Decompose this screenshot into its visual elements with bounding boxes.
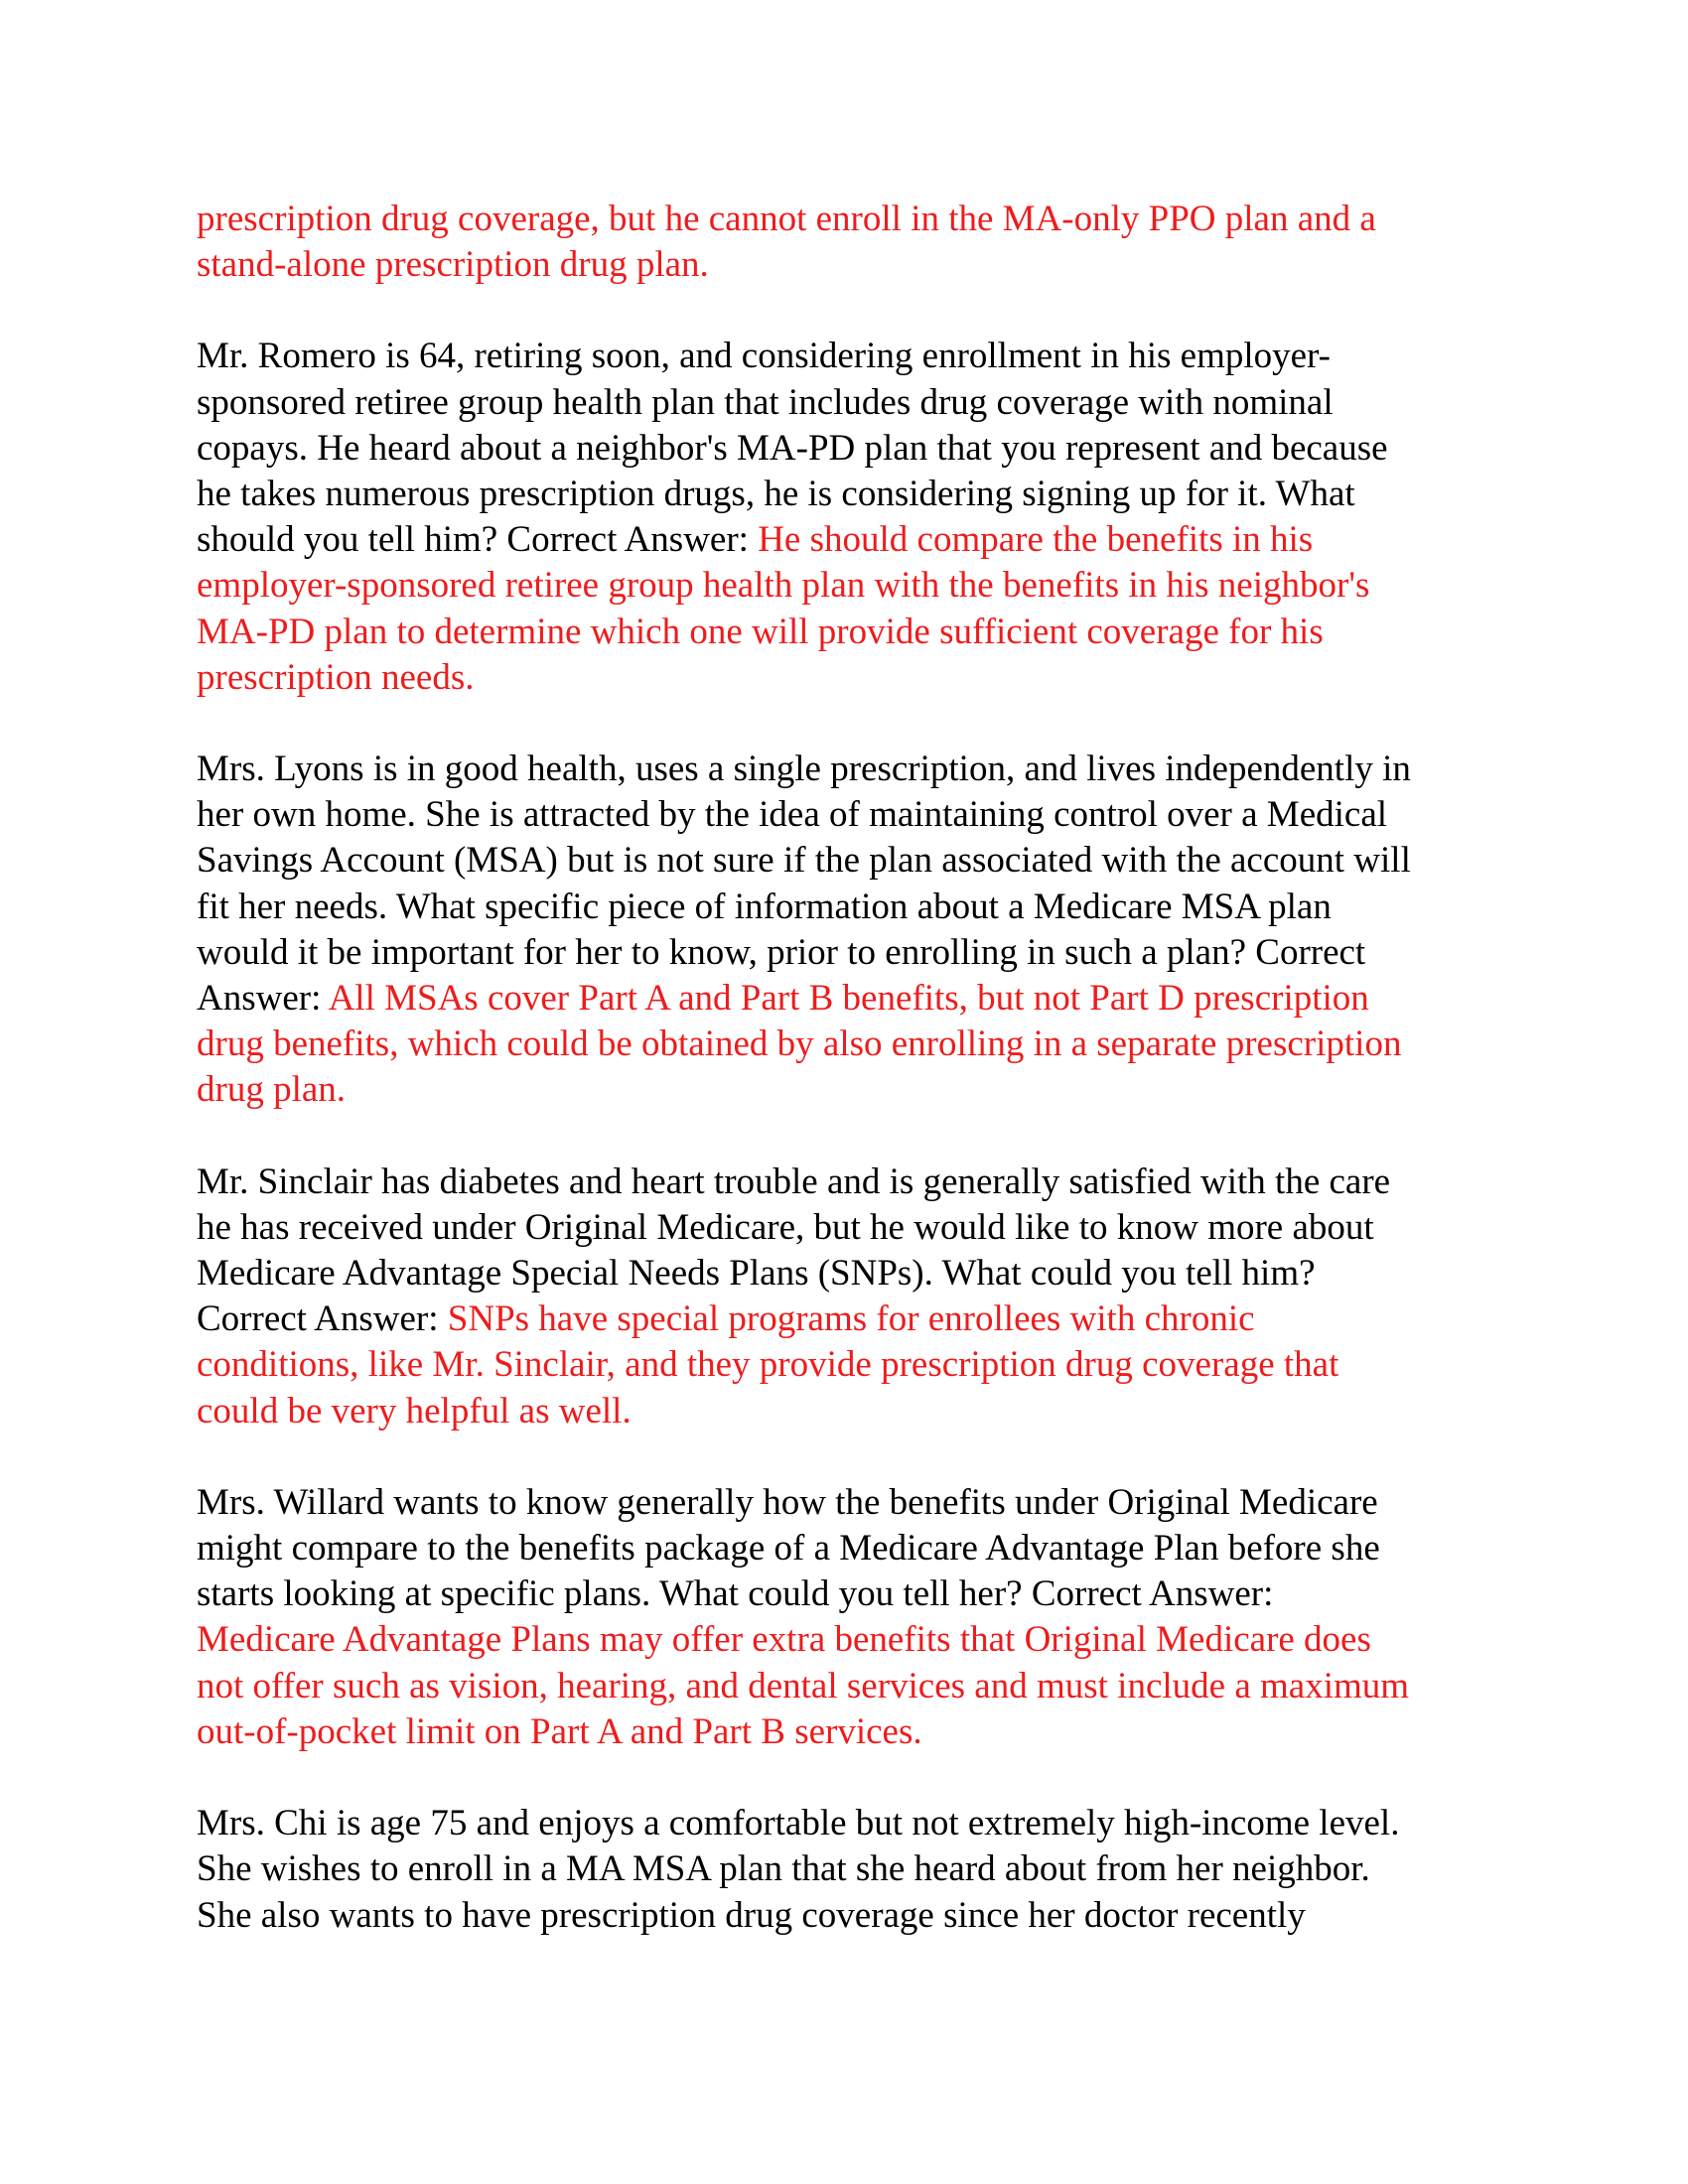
text-line	[197, 563, 1507, 609]
qa-paragraph	[197, 197, 1507, 288]
answer-text: prescription needs.	[197, 656, 475, 698]
question-text: fit her needs. What specific piece of information about a Medicare MSA plan	[197, 886, 1332, 927]
question-text: Correct Answer:	[197, 1298, 448, 1340]
qa-paragraph	[197, 334, 1507, 701]
question-text: would it be important for her to know, prior to enrolling in such a plan? Correct	[197, 931, 1366, 973]
answer-text: MA-PD plan to determine which one will provide sufficient coverage for his	[197, 611, 1324, 652]
qa-paragraph	[197, 1801, 1507, 1939]
answer-text: Medicare Advantage Plans may offer extra benefits that Original Medicare does	[197, 1619, 1371, 1661]
answer-text: conditions, like Mr. Sinclair, and they provide prescription drug coverage that	[197, 1344, 1339, 1386]
document-page	[197, 197, 1507, 1984]
question-text: She also wants to have prescription drug coverage since her doctor recently	[197, 1894, 1306, 1936]
text-line	[197, 1526, 1507, 1571]
text-line	[197, 1342, 1507, 1388]
text-line	[197, 1205, 1507, 1251]
question-text: should you tell him? Correct Answer:	[197, 519, 759, 561]
text-line	[197, 1571, 1507, 1617]
text-line	[197, 334, 1507, 379]
answer-text: stand-alone prescription drug plan.	[197, 244, 709, 286]
text-line	[197, 380, 1507, 426]
text-line	[197, 1160, 1507, 1205]
question-text: Mr. Sinclair has diabetes and heart trouble and is generally satisfied with the care	[197, 1160, 1391, 1202]
text-line	[197, 930, 1507, 976]
question-text: Mrs. Lyons is in good health, uses a single prescription, and lives independently in	[197, 749, 1411, 790]
answer-text: employer-sponsored retiree group health plan with the benefits in his neighbor's	[197, 565, 1370, 607]
text-line	[197, 1022, 1507, 1067]
question-text: Savings Account (MSA) but is not sure if the plan associated with the account will	[197, 840, 1411, 882]
text-line	[197, 517, 1507, 563]
text-line	[197, 1846, 1507, 1892]
text-line	[197, 1297, 1507, 1342]
answer-text: He should compare the benefits in his	[758, 519, 1314, 561]
text-line	[197, 838, 1507, 884]
text-line	[197, 610, 1507, 655]
text-line	[197, 655, 1507, 701]
text-line	[197, 747, 1507, 792]
qa-paragraph	[197, 1480, 1507, 1755]
answer-text: out-of-pocket limit on Part A and Part B services.	[197, 1710, 922, 1752]
answer-text: All MSAs cover Part A and Part B benefits, but not Part D prescription	[328, 978, 1369, 1020]
qa-paragraph	[197, 747, 1507, 1114]
question-text: Mrs. Chi is age 75 and enjoys a comfortable but not extremely high-income level.	[197, 1803, 1400, 1844]
question-text: Mrs. Willard wants to know generally how the benefits under Original Medicare	[197, 1481, 1378, 1523]
text-line	[197, 1893, 1507, 1939]
question-text: starts looking at specific plans. What could you tell her? Correct Answer:	[197, 1573, 1274, 1615]
text-line	[197, 197, 1507, 242]
question-text: sponsored retiree group health plan that includes drug coverage with nominal	[197, 381, 1334, 423]
text-line	[197, 426, 1507, 472]
text-line	[197, 1067, 1507, 1113]
question-text: copays. He heard about a neighbor's MA-PD plan that you represent and because	[197, 427, 1388, 469]
question-text: he has received under Original Medicare, but he would like to know more about	[197, 1206, 1374, 1248]
text-line	[197, 472, 1507, 517]
answer-text: could be very helpful as well.	[197, 1390, 632, 1432]
text-line	[197, 885, 1507, 930]
question-text: her own home. She is attracted by the idea of maintaining control over a Medical	[197, 794, 1388, 836]
answer-text: drug benefits, which could be obtained by also enrolling in a separate prescription	[197, 1024, 1402, 1065]
question-text: Answer:	[197, 978, 329, 1020]
question-text: might compare to the benefits package of a Medicare Advantage Plan before she	[197, 1528, 1380, 1570]
text-line	[197, 1251, 1507, 1297]
text-line	[197, 976, 1507, 1022]
text-line	[197, 1389, 1507, 1434]
text-line	[197, 1801, 1507, 1846]
text-line	[197, 242, 1507, 288]
text-line	[197, 792, 1507, 838]
answer-text: not offer such as vision, hearing, and dental services and must include a maximum	[197, 1665, 1410, 1706]
question-text: Medicare Advantage Special Needs Plans (SNPs). What could you tell him?	[197, 1253, 1316, 1295]
text-line	[197, 1617, 1507, 1663]
text-line	[197, 1480, 1507, 1526]
text-line	[197, 1664, 1507, 1709]
question-text: Mr. Romero is 64, retiring soon, and considering enrollment in his employer-	[197, 336, 1331, 377]
question-text: She wishes to enroll in a MA MSA plan that she heard about from her neighbor.	[197, 1848, 1370, 1890]
text-line	[197, 1709, 1507, 1755]
question-text: he takes numerous prescription drugs, he is considering signing up for it. What	[197, 474, 1355, 515]
answer-text: SNPs have special programs for enrollees with chronic	[447, 1298, 1255, 1340]
answer-text: drug plan.	[197, 1069, 347, 1111]
qa-paragraph	[197, 1160, 1507, 1434]
answer-text: prescription drug coverage, but he cannot enroll in the MA-only PPO plan and a	[197, 199, 1376, 239]
